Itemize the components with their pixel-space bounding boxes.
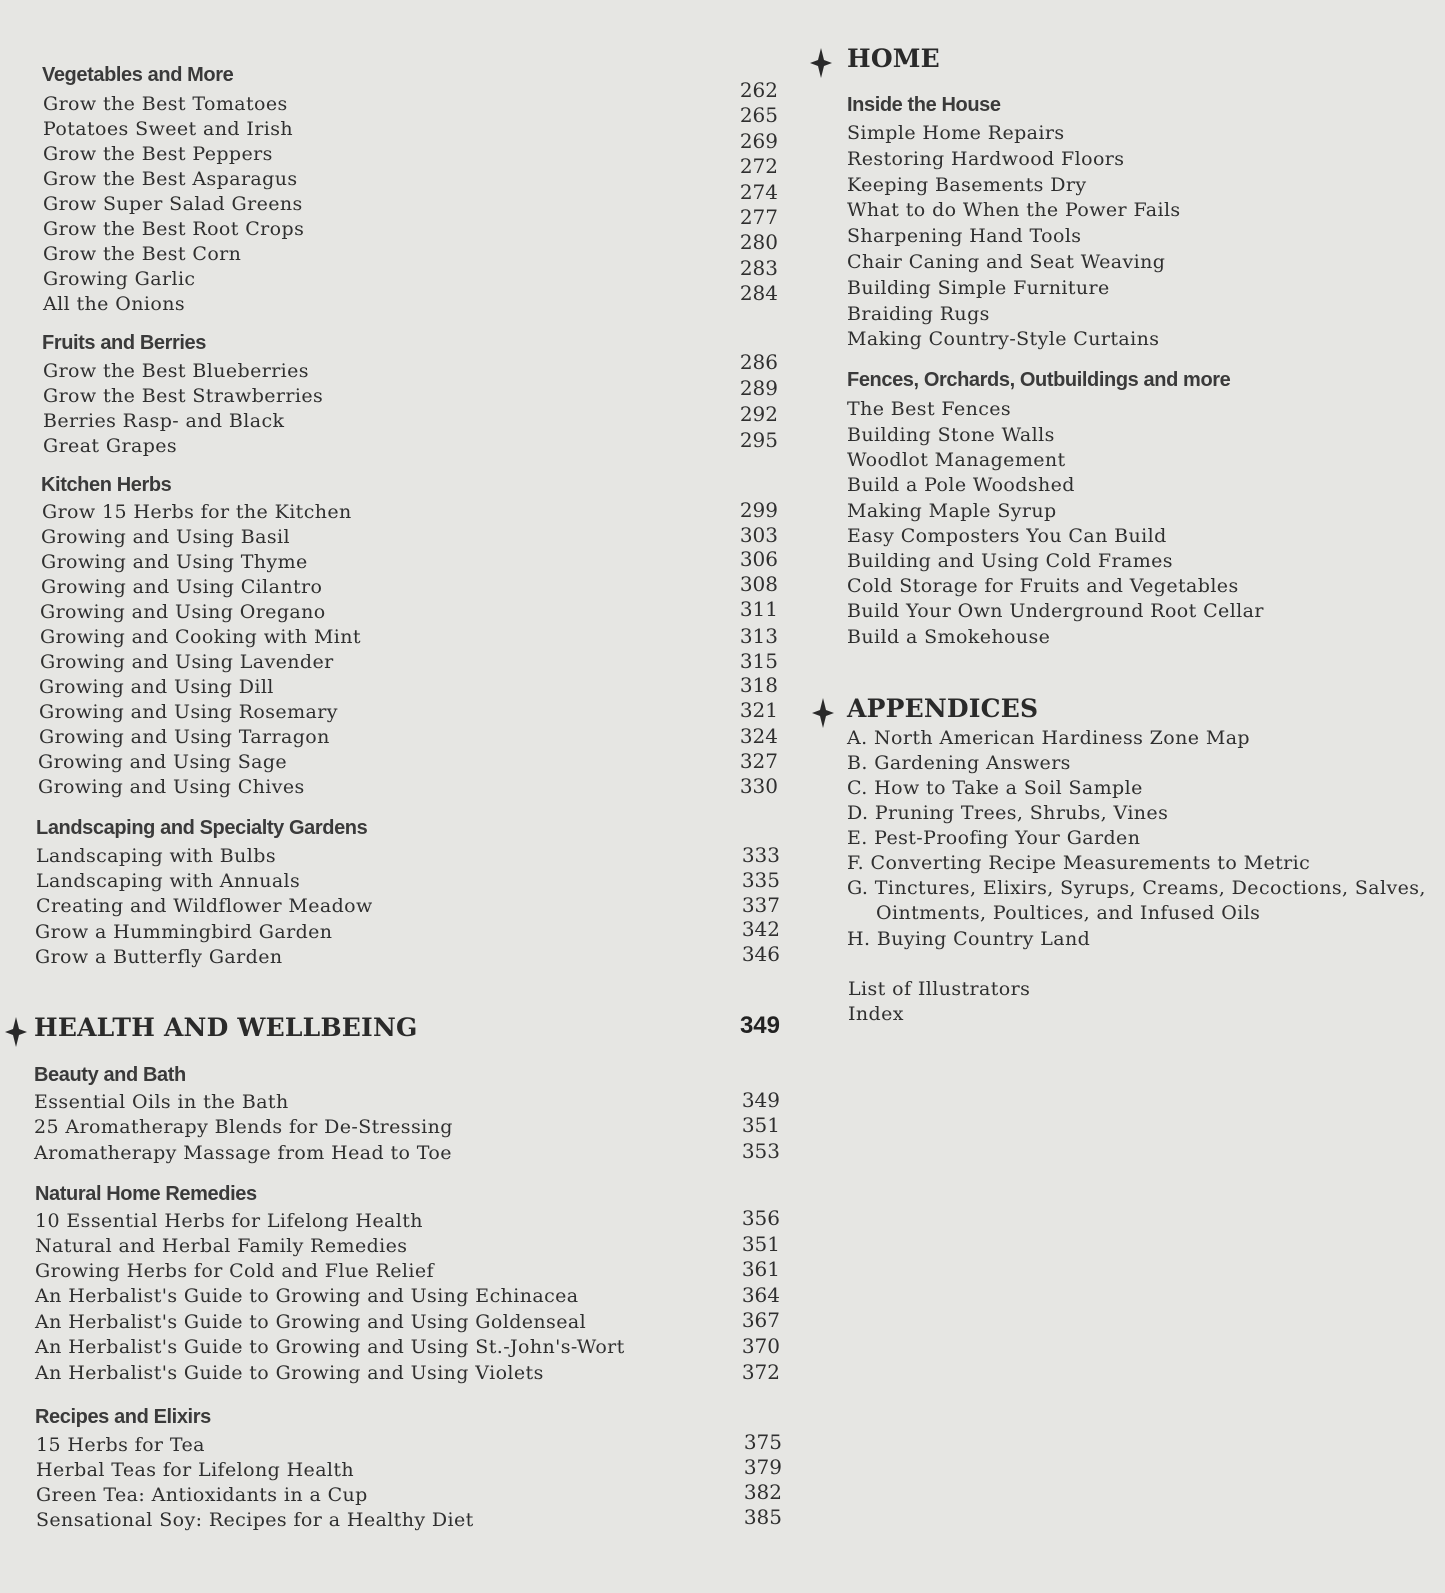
toc-entry: The Best Fences <box>847 398 1012 420</box>
major-section-page: 349 <box>739 1012 780 1039</box>
section-heading-fences: Fences, Orchards, Outbuildings and more <box>847 369 1231 391</box>
appendix-entry: F. Converting Recipe Measurements to Metric <box>847 852 1311 874</box>
toc-entry: Herbal Teas for Lifelong Health <box>36 1459 355 1481</box>
page-number: 330 <box>739 774 778 798</box>
section-heading-herbs: Kitchen Herbs <box>41 474 172 496</box>
toc-entry: All the Onions <box>43 293 185 315</box>
page-number: 351 <box>741 1113 780 1137</box>
toc-entry: 15 Herbs for Tea <box>36 1434 205 1456</box>
page-number: 342 <box>741 917 780 941</box>
section-heading-beauty: Beauty and Bath <box>34 1064 186 1086</box>
toc-entry: Making Maple Syrup <box>847 500 1057 522</box>
toc-entry: Growing and Using Cilantro <box>41 576 323 598</box>
toc-entry: An Herbalist's Guide to Growing and Using Echinacea <box>35 1285 579 1307</box>
page-number: 335 <box>741 868 780 892</box>
toc-entry: Grow a Hummingbird Garden <box>35 921 333 943</box>
toc-entry: What to do When the Power Fails <box>847 199 1181 221</box>
toc-entry: Easy Composters You Can Build <box>847 525 1167 547</box>
toc-entry: Growing and Using Oregano <box>40 601 326 623</box>
toc-entry: An Herbalist's Guide to Growing and Using St.-John's-Wort <box>35 1336 625 1358</box>
page-number: 295 <box>739 428 778 452</box>
appendix-entry: C. How to Take a Soil Sample <box>847 777 1143 799</box>
page-number: 284 <box>739 281 778 305</box>
toc-entry: Growing and Cooking with Mint <box>40 626 361 648</box>
page-number: 385 <box>743 1505 782 1529</box>
toc-entry: Simple Home Repairs <box>847 122 1065 144</box>
page-number: 353 <box>741 1139 780 1163</box>
page-number: 262 <box>739 78 778 102</box>
toc-entry: Braiding Rugs <box>847 303 990 325</box>
toc-entry: Growing and Using Tarragon <box>39 726 330 748</box>
toc-entry: Making Country-Style Curtains <box>847 328 1160 350</box>
page-number: 303 <box>739 523 778 547</box>
section-heading-landscaping: Landscaping and Specialty Gardens <box>36 817 368 839</box>
toc-entry: Grow the Best Corn <box>43 243 242 265</box>
page-number: 318 <box>739 673 778 697</box>
toc-entry: Landscaping with Bulbs <box>36 845 276 867</box>
page-number: 356 <box>741 1206 780 1230</box>
section-heading-recipes: Recipes and Elixirs <box>35 1406 211 1428</box>
appendix-entry: D. Pruning Trees, Shrubs, Vines <box>847 802 1169 824</box>
toc-entry: Landscaping with Annuals <box>36 870 301 892</box>
page-number: 333 <box>741 843 780 867</box>
toc-entry: 25 Aromatherapy Blends for De-Stressing <box>34 1116 453 1138</box>
appendix-entry: A. North American Hardiness Zone Map <box>847 727 1250 749</box>
list-of-illustrators: List of Illustrators <box>848 978 1031 1000</box>
major-section-title-health: HEALTH AND WELLBEING <box>34 1013 418 1042</box>
toc-entry: Sharpening Hand Tools <box>847 225 1082 247</box>
appendix-entry: H. Buying Country Land <box>847 928 1091 950</box>
toc-entry: Building and Using Cold Frames <box>847 550 1173 572</box>
toc-entry: Growing and Using Sage <box>38 751 288 773</box>
toc-entry: Aromatherapy Massage from Head to Toe <box>34 1142 452 1164</box>
four-point-star-icon <box>810 48 832 78</box>
toc-entry: Growing Herbs for Cold and Flue Relief <box>35 1260 434 1282</box>
toc-entry: Natural and Herbal Family Remedies <box>35 1235 408 1257</box>
section-heading-vegetables: Vegetables and More <box>42 64 234 86</box>
page-number: 361 <box>741 1257 780 1281</box>
toc-entry: Growing and Using Thyme <box>41 551 308 573</box>
section-heading-fruits: Fruits and Berries <box>42 332 206 354</box>
major-section-title-appendices: APPENDICES <box>847 694 1039 723</box>
appendix-entry: E. Pest-Proofing Your Garden <box>847 827 1141 849</box>
page-number: 327 <box>739 749 778 773</box>
page-number: 299 <box>739 498 778 522</box>
toc-entry: An Herbalist's Guide to Growing and Using Violets <box>35 1362 544 1384</box>
toc-entry: Build a Pole Woodshed <box>847 474 1075 496</box>
toc-entry: Grow the Best Root Crops <box>43 218 305 240</box>
page-number: 337 <box>741 893 780 917</box>
four-point-star-icon <box>812 698 834 728</box>
toc-entry: 10 Essential Herbs for Lifelong Health <box>35 1210 423 1232</box>
page-number: 382 <box>743 1480 782 1504</box>
toc-entry: Great Grapes <box>43 435 178 457</box>
appendix-entry: G. Tinctures, Elixirs, Syrups, Creams, Decoctions, Salves, <box>847 877 1426 899</box>
toc-entry: Potatoes Sweet and Irish <box>43 118 293 140</box>
page-number: 346 <box>741 942 780 966</box>
toc-entry: Build a Smokehouse <box>847 626 1051 648</box>
page-number: 375 <box>743 1430 782 1454</box>
toc-entry: Woodlot Management <box>847 449 1066 471</box>
page-number: 370 <box>741 1334 780 1358</box>
page-number: 286 <box>739 350 778 374</box>
toc-entry: Growing Garlic <box>43 268 196 290</box>
page-number: 351 <box>741 1232 780 1256</box>
toc-entry: Grow the Best Strawberries <box>43 385 324 407</box>
page-number: 292 <box>739 402 778 426</box>
page-number: 311 <box>739 597 778 621</box>
page-number: 289 <box>739 376 778 400</box>
index-entry: Index <box>848 1003 904 1025</box>
page-number: 306 <box>739 547 778 571</box>
page-number: 269 <box>739 129 778 153</box>
page-number: 280 <box>739 230 778 254</box>
toc-entry: Grow a Butterfly Garden <box>35 946 283 968</box>
page-number: 272 <box>739 154 778 178</box>
toc-entry: Creating and Wildflower Meadow <box>36 895 373 917</box>
toc-entry: Cold Storage for Fruits and Vegetables <box>847 575 1239 597</box>
toc-entry: Grow the Best Asparagus <box>43 168 298 190</box>
appendix-entry-continued: Ointments, Poultices, and Infused Oils <box>876 902 1261 924</box>
toc-entry: Grow the Best Peppers <box>43 143 273 165</box>
toc-entry: Green Tea: Antioxidants in a Cup <box>36 1484 368 1506</box>
page-number: 324 <box>739 724 778 748</box>
page-number: 308 <box>739 572 778 596</box>
major-section-title-home: HOME <box>847 44 940 73</box>
page-number: 265 <box>739 103 778 127</box>
toc-entry: Building Simple Furniture <box>847 277 1110 299</box>
toc-entry: Essential Oils in the Bath <box>34 1091 289 1113</box>
page-number: 277 <box>739 205 778 229</box>
toc-entry: Growing and Using Rosemary <box>39 701 338 723</box>
page-number: 283 <box>739 256 778 280</box>
page-number: 367 <box>741 1308 780 1332</box>
page-number: 349 <box>741 1088 780 1112</box>
page-number: 364 <box>741 1283 780 1307</box>
appendix-entry: B. Gardening Answers <box>847 752 1071 774</box>
toc-entry: Growing and Using Lavender <box>40 651 334 673</box>
toc-entry: Growing and Using Basil <box>41 526 290 548</box>
toc-entry: Restoring Hardwood Floors <box>847 148 1125 170</box>
page-number: 372 <box>741 1360 780 1384</box>
toc-entry: Berries Rasp- and Black <box>43 410 285 432</box>
section-heading-remedies: Natural Home Remedies <box>35 1183 257 1205</box>
toc-entry: Growing and Using Chives <box>38 776 305 798</box>
page-number: 379 <box>743 1455 782 1479</box>
toc-entry: Build Your Own Underground Root Cellar <box>847 600 1264 622</box>
toc-entry: Grow the Best Tomatoes <box>43 93 288 115</box>
page-number: 321 <box>739 698 778 722</box>
toc-entry: An Herbalist's Guide to Growing and Using Goldenseal <box>35 1311 587 1333</box>
toc-entry: Grow Super Salad Greens <box>43 193 303 215</box>
page-number: 274 <box>739 180 778 204</box>
toc-entry: Grow 15 Herbs for the Kitchen <box>42 501 352 523</box>
page-number: 313 <box>739 624 778 648</box>
section-heading-inside-house: Inside the House <box>847 94 1001 116</box>
toc-entry: Grow the Best Blueberries <box>43 360 309 382</box>
toc-entry: Building Stone Walls <box>847 424 1055 446</box>
toc-entry: Keeping Basements Dry <box>847 174 1087 196</box>
page-number: 315 <box>739 649 778 673</box>
toc-entry: Growing and Using Dill <box>39 676 274 698</box>
toc-entry: Chair Caning and Seat Weaving <box>847 251 1166 273</box>
toc-entry: Sensational Soy: Recipes for a Healthy Diet <box>36 1509 474 1531</box>
four-point-star-icon <box>5 1017 27 1047</box>
